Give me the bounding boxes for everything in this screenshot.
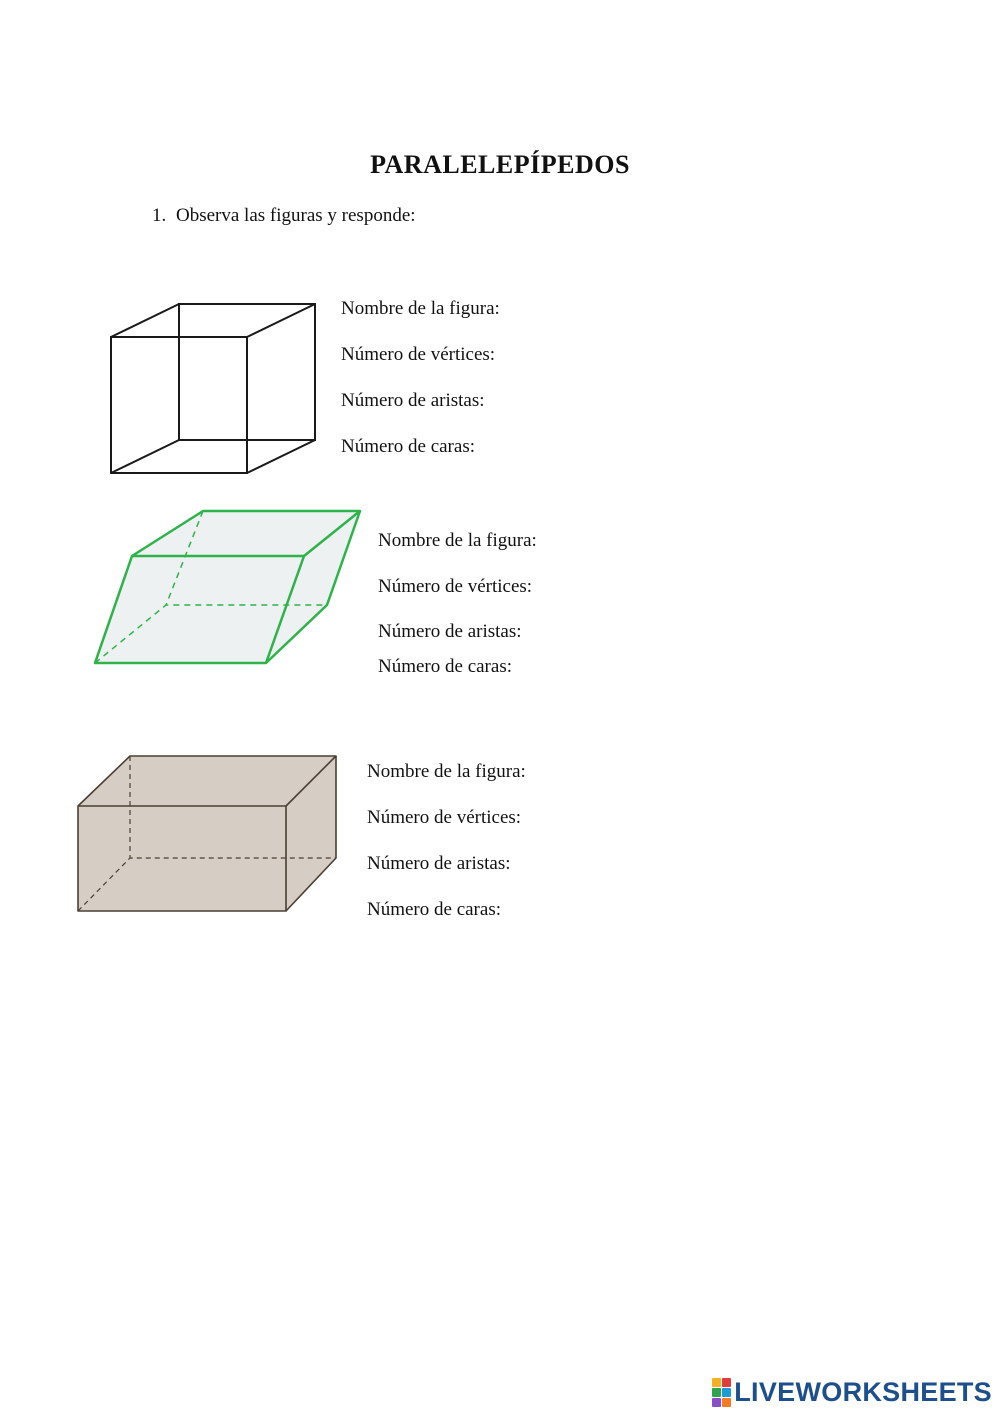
fig2-field-vertices: Número de vértices: [378,576,533,597]
logo-block [712,1388,721,1397]
logo-block [722,1398,731,1407]
oblique-parallelepiped-figure [90,505,366,669]
fig3-field-vertices: Número de vértices: [367,807,522,828]
oblique-faces [95,511,360,663]
worksheet-title: PARALELEPÍPEDOS [370,150,630,179]
prism-faces [78,756,336,911]
fig1-field-edges: Número de aristas: [341,390,485,411]
cube-edge [111,304,179,337]
cube-edge [111,440,179,473]
fig1-field-faces: Número de caras: [341,436,475,457]
instruction-number: 1. [152,205,167,226]
logo-blocks-icon [712,1378,731,1407]
logo-text: LIVEWORKSHEETS [734,1376,992,1407]
cube-edge [247,304,315,337]
fig3-field-edges: Número de aristas: [367,853,511,874]
cube-figure [105,298,321,478]
logo-block [722,1388,731,1397]
rectangular-prism-figure [72,750,342,916]
fig1-field-name: Nombre de la figura: [341,298,500,319]
cube-edge [247,440,315,473]
instruction-text: Observa las figuras y responde: [176,205,416,226]
cube-edges [111,304,315,473]
logo-block [712,1398,721,1407]
logo-block [712,1378,721,1387]
logo-block [722,1378,731,1387]
liveworksheets-logo[interactable] [712,1375,992,1409]
fig3-field-name: Nombre de la figura: [367,761,526,782]
fig1-field-vertices: Número de vértices: [341,344,496,365]
fig3-field-faces: Número de caras: [367,899,501,920]
instruction [152,205,416,227]
fig2-field-faces: Número de caras: [378,656,512,677]
fig2-field-edges: Número de aristas: [378,621,522,642]
fig2-field-name: Nombre de la figura: [378,530,537,551]
